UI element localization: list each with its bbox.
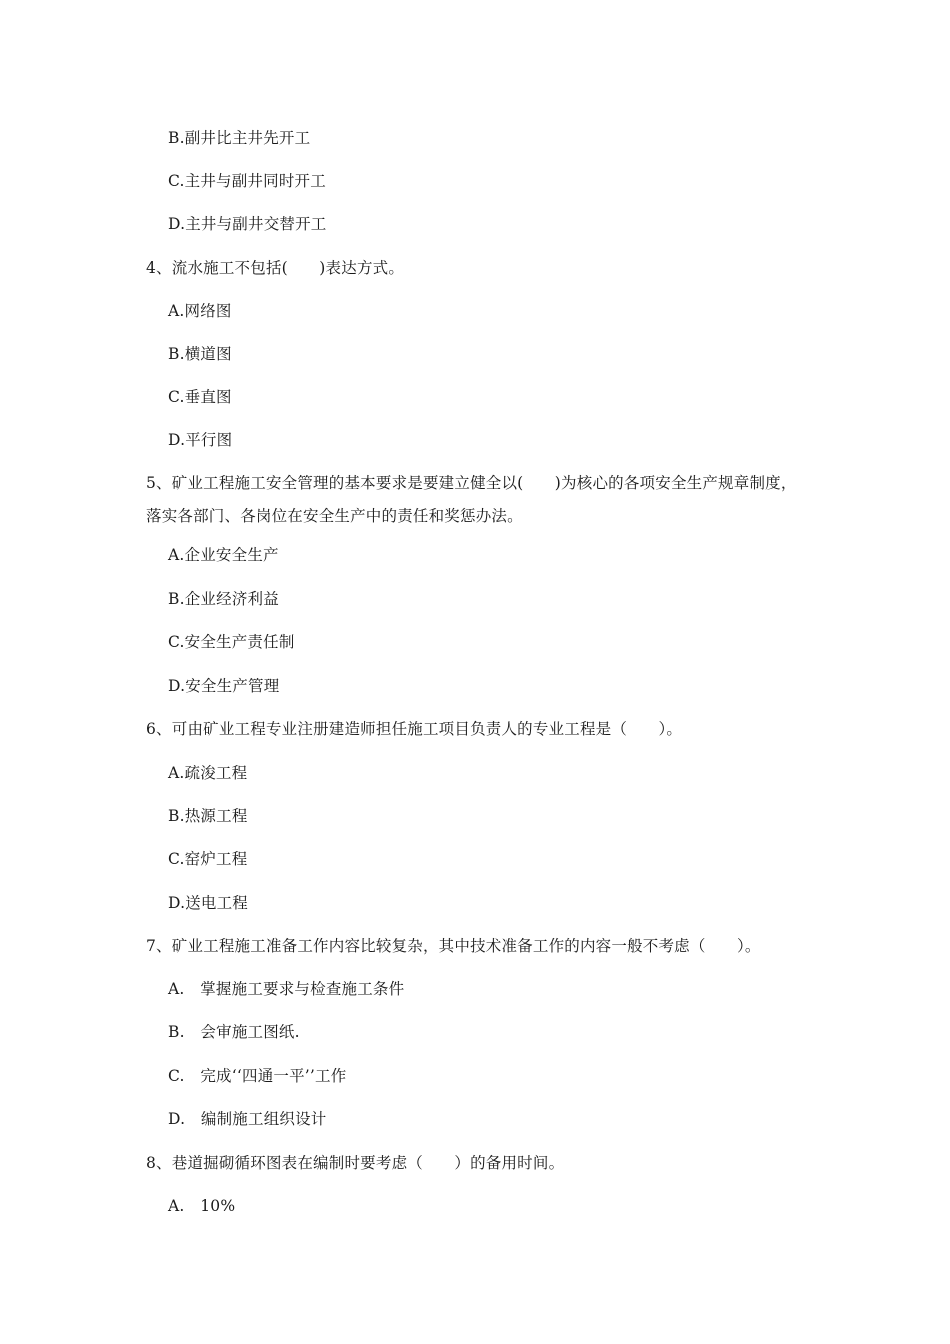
question-5-option-b: B.企业经济利益: [168, 590, 279, 608]
question-6-option-b: B.热源工程: [168, 807, 248, 825]
question-4-option-a: A.网络图: [168, 302, 232, 320]
question-7-text: 7、矿业工程施工准备工作内容比较复杂，其中技术准备工作的内容一般不考虑（ ）。: [146, 937, 761, 955]
question-6-option-d: D.送电工程: [168, 894, 249, 912]
question-7-option-c: C. 完成‘‘四通一平’’工作: [168, 1067, 347, 1085]
question-4-text: 4、流水施工不包括( )表达方式。: [146, 259, 405, 277]
prev-option-b: B.副井比主井先开工: [168, 129, 311, 147]
prev-option-c: C.主井与副井同时开工: [168, 172, 326, 190]
question-5-option-a: A.企业安全生产: [168, 546, 279, 564]
question-4-option-b: B.横道图: [168, 345, 232, 363]
prev-option-d: D.主井与副井交替开工: [168, 215, 327, 233]
question-6-option-a: A.疏浚工程: [168, 764, 248, 782]
question-7-option-a: A. 掌握施工要求与检查施工条件: [168, 980, 405, 998]
question-5-option-d: D.安全生产管理: [168, 677, 280, 695]
question-6-option-c: C.窑炉工程: [168, 850, 248, 868]
question-4-option-c: C.垂直图: [168, 388, 232, 406]
question-6-text: 6、可由矿业工程专业注册建造师担任施工项目负责人的专业工程是（ ）。: [146, 720, 683, 738]
question-5-text: 5、矿业工程施工安全管理的基本要求是要建立健全以( )为核心的各项安全生产规章制度，落实各部门、各岗位在安全生产中的责任和奖惩办法。: [146, 474, 797, 525]
question-7-option-b: B. 会审施工图纸.: [168, 1023, 300, 1041]
question-7-option-d: D. 编制施工组织设计: [168, 1110, 327, 1128]
question-5-option-c: C.安全生产责任制: [168, 633, 295, 651]
question-8-text: 8、巷道掘砌循环图表在编制时要考虑（ ）的备用时间。: [146, 1154, 565, 1172]
question-8-option-a: A. 10%: [168, 1197, 236, 1215]
question-4-option-d: D.平行图: [168, 431, 233, 449]
